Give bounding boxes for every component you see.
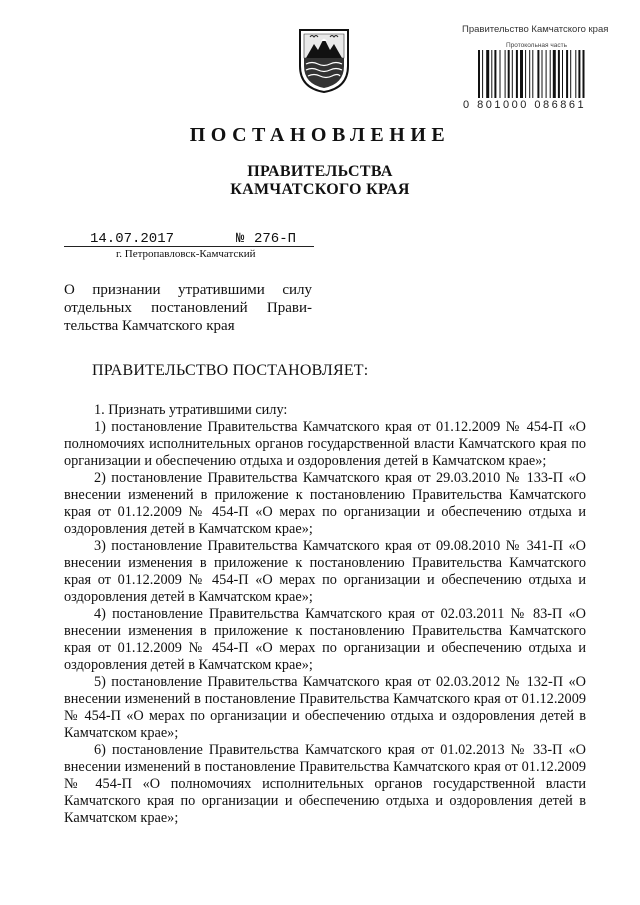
document-subject	[64, 281, 312, 335]
repealed-act-1: 1) постановление Правительства Камчатского края от 01.12.2009 № 454-П «О полномочиях исполнительных органов государственной власти Камчатского края по организации и обеспечению отдыха и оздоровления детей в Камчатском крае»;	[64, 419, 586, 469]
resolution-heading: ПРАВИТЕЛЬСТВО ПОСТАНОВЛЯЕТ:	[92, 362, 369, 379]
repealed-act-4: 4) постановление Правительства Камчатского края от 02.03.2011 № 83-П «О внесении изменения в приложение к постановлению Правительства Камчатского края от 01.12.2009 № 454-П «О мерах по организации и обеспечению отдыха и оздоровления детей в Камчатском крае»;	[64, 606, 586, 673]
barcode-caption: Протокольная часть	[506, 42, 567, 49]
document-date: 14.07.2017	[90, 231, 175, 247]
repealed-act-6: 6) постановление Правительства Камчатского края от 01.02.2013 № 33-П «О внесении изменений в постановление Правительства Камчатского края от 01.12.2009 № 454-П «О полномочиях исполнительных органов государственной власти Камчатского края по организации и обеспечению отдыха и оздоровления детей в Камчатском крае»;	[64, 742, 586, 826]
document-body	[64, 402, 586, 827]
subject-line-2: отдельных постановлений Прави-	[64, 300, 312, 316]
date-underline	[64, 246, 314, 247]
document-city: г. Петропавловск-Камчатский	[116, 248, 256, 260]
repealed-act-2: 2) постановление Правительства Камчатского края от 29.03.2010 № 133-П «О внесении изменений в приложение к постановлению Правительства Камчатского края от 01.12.2009 № 454-П «О мерах по организации и обеспечению отдыха и оздоровления детей в Камчатском крае»;	[64, 470, 586, 537]
stamp-organization: Правительство Камчатского края	[462, 24, 609, 35]
document-title: ПОСТАНОВЛЕНИЕ	[189, 124, 451, 146]
document-number: 276-П	[254, 231, 297, 247]
issuer-line-1: ПРАВИТЕЛЬСТВА	[247, 163, 393, 180]
coat-of-arms-icon	[298, 28, 350, 94]
repealed-act-5: 5) постановление Правительства Камчатского края от 02.03.2012 № 132-П «О внесении изменений в постановление Правительства Камчатского края от 01.12.2009 № 454-П «О мерах по организации и обеспечению отдыха и оздоровления детей в Камчатском крае»;	[64, 674, 586, 741]
item-1-intro: 1. Признать утратившими силу:	[94, 402, 288, 418]
repealed-act-3: 3) постановление Правительства Камчатского края от 09.08.2010 № 341-П «О внесении изменения в приложение к постановлению Правительства Камчатского края от 01.12.2009 № 454-П «О мерах по организации и обеспечению отдыха и оздоровления детей в Камчатском крае»;	[64, 538, 586, 605]
subject-line-1: О признании утратившими силу	[64, 282, 312, 298]
barcode-number: 0 801000 086861	[463, 99, 587, 111]
subject-line-3: тельства Камчатского края	[64, 318, 235, 334]
number-label: №	[236, 231, 245, 247]
issuer-line-2: КАМЧАТСКОГО КРАЯ	[230, 181, 410, 198]
barcode	[478, 50, 608, 98]
